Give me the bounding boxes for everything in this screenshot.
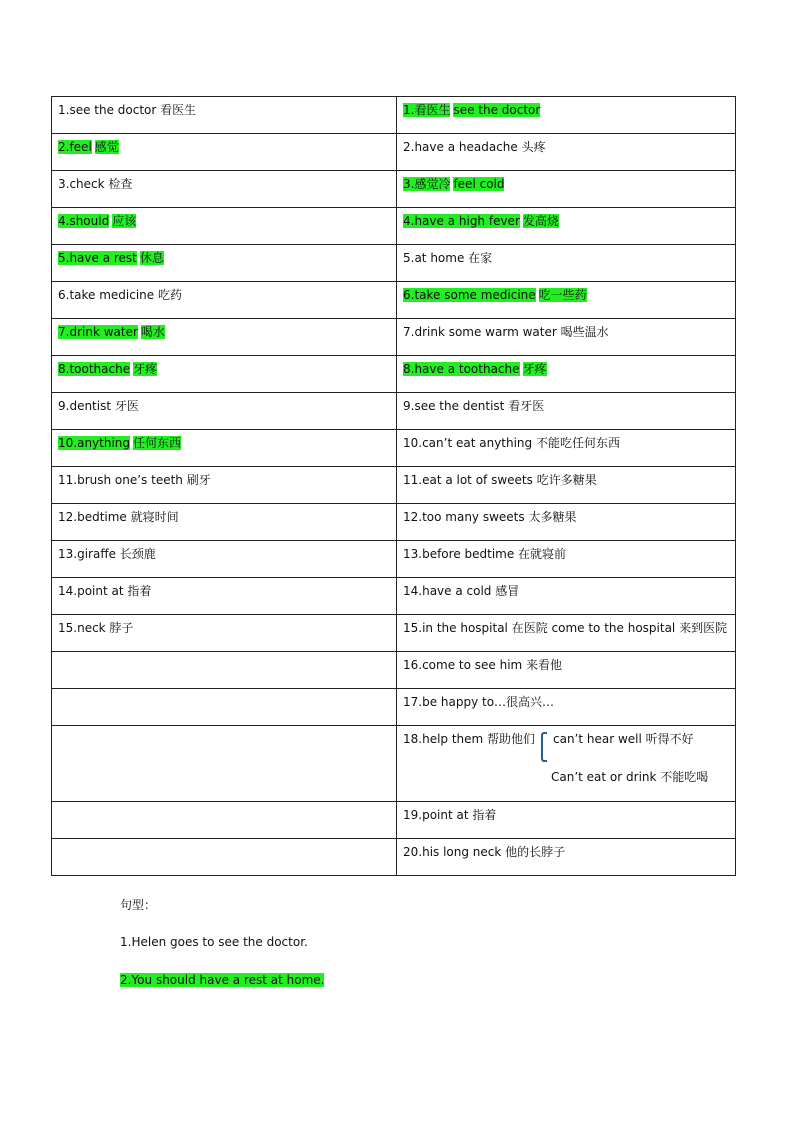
cell-text: 10.can’t eat anything 不能吃任何东西 bbox=[403, 436, 620, 450]
table-row bbox=[52, 504, 736, 541]
cell-text: 6.take medicine 吃药 bbox=[58, 288, 182, 302]
right-cell bbox=[397, 393, 736, 430]
table-row bbox=[52, 208, 736, 245]
table-row bbox=[52, 319, 736, 356]
highlighted-text: 牙疼 bbox=[522, 362, 547, 376]
cell-subtext: Can’t eat or drink 不能吃喝 bbox=[551, 770, 709, 784]
cell-subtext: can’t hear well 听得不好 bbox=[553, 732, 694, 746]
cell-text: 14.have a cold 感冒 bbox=[403, 584, 520, 598]
cell-text: 15.neck 脖子 bbox=[58, 621, 134, 635]
cell-text: 12.too many sweets 太多糖果 bbox=[403, 510, 577, 524]
table-row bbox=[52, 578, 736, 615]
right-cell bbox=[397, 541, 736, 578]
highlighted-text: 3.感觉冷 bbox=[403, 177, 451, 191]
cell-text: 9.see the dentist 看牙医 bbox=[403, 399, 545, 413]
cell-text: 1.see the doctor 看医生 bbox=[58, 103, 197, 117]
highlighted-text: 休息 bbox=[139, 251, 164, 265]
highlighted-text: 8.toothache bbox=[58, 362, 131, 376]
right-cell bbox=[397, 578, 736, 615]
table-row bbox=[52, 134, 736, 171]
highlighted-text: feel cold bbox=[453, 177, 505, 191]
left-cell bbox=[52, 134, 397, 171]
right-cell bbox=[397, 319, 736, 356]
right-cell bbox=[397, 504, 736, 541]
highlighted-text: 吃一些药 bbox=[538, 288, 587, 302]
right-cell bbox=[397, 615, 736, 652]
left-cell bbox=[52, 802, 397, 839]
left-cell bbox=[52, 541, 397, 578]
cell-text: 7.drink some warm water 喝些温水 bbox=[403, 325, 609, 339]
highlighted-text: 6.take some medicine bbox=[403, 288, 536, 302]
cell-text: 11.brush one’s teeth 刷牙 bbox=[58, 473, 211, 487]
sentence-2 bbox=[120, 972, 324, 988]
highlighted-text: 发高烧 bbox=[522, 214, 559, 228]
highlighted-text: 4.have a high fever bbox=[403, 214, 520, 228]
cell-text: 19.point at 指着 bbox=[403, 808, 497, 822]
left-cell bbox=[52, 689, 397, 726]
highlighted-text: 应该 bbox=[112, 214, 137, 228]
highlighted-sentence: 2.You should have a rest at home. bbox=[120, 973, 325, 987]
right-cell bbox=[397, 356, 736, 393]
left-cell bbox=[52, 430, 397, 467]
left-cell bbox=[52, 245, 397, 282]
table-row bbox=[52, 467, 736, 504]
highlighted-text: 7.drink water bbox=[58, 325, 138, 339]
left-cell bbox=[52, 282, 397, 319]
cell-text: 16.come to see him 来看他 bbox=[403, 658, 563, 672]
sentence-1: 1.Helen goes to see the doctor. bbox=[120, 935, 308, 949]
table-row bbox=[52, 802, 736, 839]
left-cell bbox=[52, 652, 397, 689]
highlighted-text: 1.看医生 bbox=[403, 103, 451, 117]
cell-text: 2.have a headache 头疼 bbox=[403, 140, 546, 154]
right-cell bbox=[397, 652, 736, 689]
table-row bbox=[52, 726, 736, 802]
table-row bbox=[52, 615, 736, 652]
cell-text: 13.giraffe 长颈鹿 bbox=[58, 547, 156, 561]
highlighted-text: see the doctor bbox=[453, 103, 541, 117]
brace-icon bbox=[541, 732, 547, 762]
cell-text: 20.his long neck 他的长脖子 bbox=[403, 845, 566, 859]
right-cell bbox=[397, 134, 736, 171]
highlighted-text: 8.have a toothache bbox=[403, 362, 520, 376]
left-cell bbox=[52, 467, 397, 504]
cell-text: 5.at home 在家 bbox=[403, 251, 493, 265]
right-cell bbox=[397, 245, 736, 282]
left-cell bbox=[52, 504, 397, 541]
right-cell bbox=[397, 689, 736, 726]
sentence-heading: 句型： bbox=[120, 898, 157, 912]
highlighted-text: 4.should bbox=[58, 214, 110, 228]
left-cell bbox=[52, 208, 397, 245]
highlighted-text: 任何东西 bbox=[133, 436, 182, 450]
left-cell bbox=[52, 839, 397, 876]
table-row bbox=[52, 393, 736, 430]
left-cell bbox=[52, 319, 397, 356]
left-cell bbox=[52, 578, 397, 615]
left-cell bbox=[52, 97, 397, 134]
right-cell bbox=[397, 282, 736, 319]
highlighted-text: 5.have a rest bbox=[58, 251, 137, 265]
highlighted-text: 牙疼 bbox=[133, 362, 158, 376]
table-row bbox=[52, 652, 736, 689]
table-row bbox=[52, 282, 736, 319]
left-cell bbox=[52, 615, 397, 652]
cell-text: 15.in the hospital 在医院 come to the hospital 来到医院 bbox=[403, 621, 728, 635]
table-row bbox=[52, 97, 736, 134]
right-cell bbox=[397, 97, 736, 134]
cell-text: 17.be happy to…很高兴… bbox=[403, 695, 555, 709]
left-cell bbox=[52, 726, 397, 802]
left-cell bbox=[52, 356, 397, 393]
highlighted-text: 10.anything bbox=[58, 436, 131, 450]
cell-text: 13.before bedtime 在就寝前 bbox=[403, 547, 567, 561]
right-cell bbox=[397, 430, 736, 467]
right-cell bbox=[397, 208, 736, 245]
cell-text: 18.help them 帮助他们 bbox=[403, 732, 536, 746]
table-row bbox=[52, 541, 736, 578]
table-row bbox=[52, 171, 736, 208]
highlighted-text: 2.feel bbox=[58, 140, 92, 154]
table-row bbox=[52, 689, 736, 726]
cell-text: 3.check 检查 bbox=[58, 177, 133, 191]
right-cell bbox=[397, 171, 736, 208]
right-cell bbox=[397, 726, 736, 802]
table-row bbox=[52, 245, 736, 282]
cell-text: 12.bedtime 就寝时间 bbox=[58, 510, 179, 524]
table-row bbox=[52, 839, 736, 876]
right-cell bbox=[397, 467, 736, 504]
highlighted-text: 感觉 bbox=[94, 140, 119, 154]
table-row bbox=[52, 356, 736, 393]
highlighted-text: 喝水 bbox=[140, 325, 165, 339]
cell-text: 11.eat a lot of sweets 吃许多糖果 bbox=[403, 473, 597, 487]
vocabulary-table bbox=[51, 96, 736, 876]
table-row bbox=[52, 430, 736, 467]
cell-text: 9.dentist 牙医 bbox=[58, 399, 139, 413]
left-cell bbox=[52, 171, 397, 208]
right-cell bbox=[397, 839, 736, 876]
right-cell bbox=[397, 802, 736, 839]
left-cell bbox=[52, 393, 397, 430]
cell-text: 14.point at 指着 bbox=[58, 584, 152, 598]
